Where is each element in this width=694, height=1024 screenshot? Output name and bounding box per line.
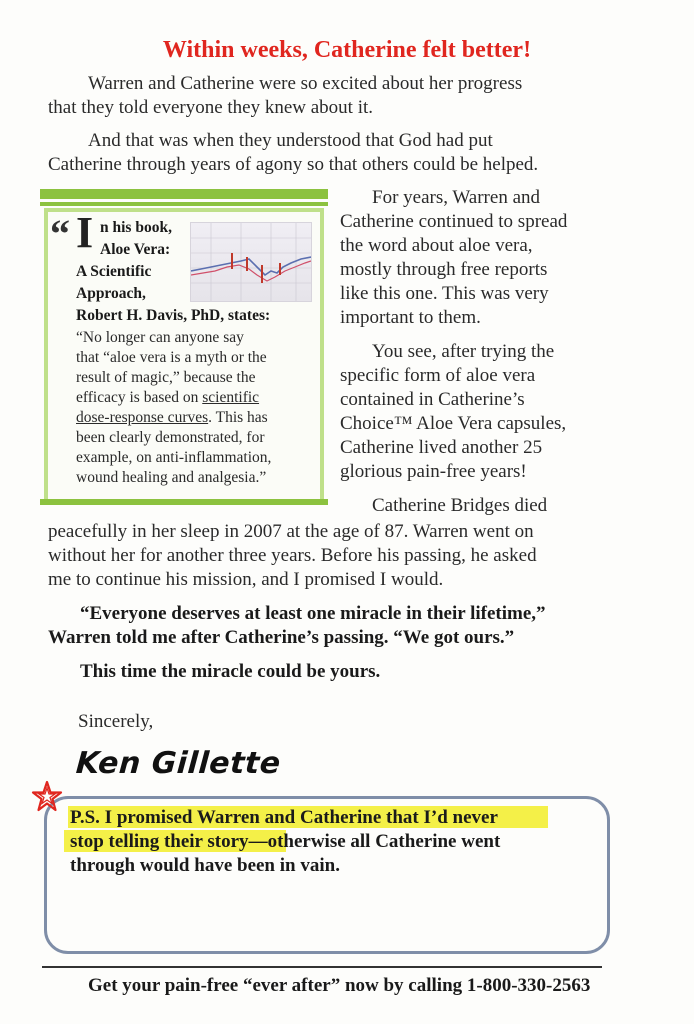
column-line: mostly through free reports xyxy=(340,259,548,280)
column-line: like this one. This was very xyxy=(340,283,549,304)
column-line: Catherine Bridges died xyxy=(372,495,548,516)
quote-dropcap: I xyxy=(76,208,94,257)
intro-line: And that was when they understood that God had put xyxy=(88,130,493,151)
quote-bold-line: A Scientific xyxy=(76,263,152,280)
ps-line xyxy=(70,831,500,853)
signature: Ken Gillette xyxy=(74,746,282,781)
quote-open-mark: “ xyxy=(50,211,70,256)
quote-underlined-text: scientific xyxy=(202,389,260,406)
red-star-icon xyxy=(30,780,64,814)
continuation-line: me to continue his mission, and I promised I would. xyxy=(48,569,444,590)
quote-body-line: result of magic,” because the xyxy=(76,369,256,386)
closing: Sincerely, xyxy=(78,711,154,732)
quote-bottom-bar xyxy=(40,499,328,505)
column-line: glorious pain-free years! xyxy=(340,461,527,482)
miracle-line: This time the miracle could be yours. xyxy=(80,661,381,682)
footer-divider xyxy=(42,966,602,968)
ps-line: through would have been in vain. xyxy=(70,855,340,876)
quote-bold-line: n his book, xyxy=(100,219,172,236)
column-line: specific form of aloe vera xyxy=(340,365,536,386)
column-line: Catherine lived another 25 xyxy=(340,437,543,458)
quote-body-line: “No longer can anyone say xyxy=(76,329,244,346)
ps-text: —otherwise all Catherine went xyxy=(248,831,501,852)
quote-body-line: example, on anti-inflammation, xyxy=(76,449,272,466)
quote-top-bar xyxy=(40,189,328,199)
intro-line: that they told everyone they knew about it. xyxy=(48,97,374,118)
column-line: contained in Catherine’s xyxy=(340,389,525,410)
quote-body-line: that “aloe vera is a myth or the xyxy=(76,349,267,366)
quote-underlined-text: dose-response curves xyxy=(76,409,209,426)
ps-line: P.S. I promised Warren and Catherine that I’d never xyxy=(70,807,498,828)
quote-body-line xyxy=(76,388,259,408)
warren-quote-line: Warren told me after Catherine’s passing. “We got ours.” xyxy=(48,627,515,648)
continuation-line: without her for another three years. Before his passing, he asked xyxy=(48,545,537,566)
intro-line: Catherine through years of agony so that others could be helped. xyxy=(48,154,539,175)
chart-thumbnail-image xyxy=(190,222,312,302)
column-line: important to them. xyxy=(340,307,481,328)
column-line: For years, Warren and xyxy=(372,187,541,208)
ps-highlighted-text: stop telling their story xyxy=(70,831,249,852)
warren-quote-line: “Everyone deserves at least one miracle in their lifetime,” xyxy=(80,603,546,624)
column-line: Catherine continued to spread xyxy=(340,211,568,232)
intro-line: Warren and Catherine were so excited about her progress xyxy=(88,73,523,94)
continuation-line: peacefully in her sleep in 2007 at the age of 87. Warren went on xyxy=(48,521,534,542)
quote-bold-line: Robert H. Davis, PhD, states: xyxy=(76,307,271,324)
quote-body-text: . This has xyxy=(208,409,268,426)
quote-top-bar-thin xyxy=(40,202,328,206)
quote-bold-line: Aloe Vera: xyxy=(100,241,171,258)
quote-body-line: been clearly demonstrated, for xyxy=(76,429,265,446)
column-line: the word about aloe vera, xyxy=(340,235,533,256)
column-line: Choice™ Aloe Vera capsules, xyxy=(340,413,567,434)
quote-bold-line: Approach, xyxy=(76,285,146,302)
quote-body-line xyxy=(76,408,268,428)
quote-body-line: wound healing and analgesia.” xyxy=(76,469,267,486)
page-heading: Within weeks, Catherine felt better! xyxy=(162,37,532,63)
column-line: You see, after trying the xyxy=(372,341,555,362)
footer-call-to-action: Get your pain-free “ever after” now by calling 1-800-330-2563 xyxy=(88,975,591,996)
quote-body-text: efficacy is based on xyxy=(76,389,203,406)
